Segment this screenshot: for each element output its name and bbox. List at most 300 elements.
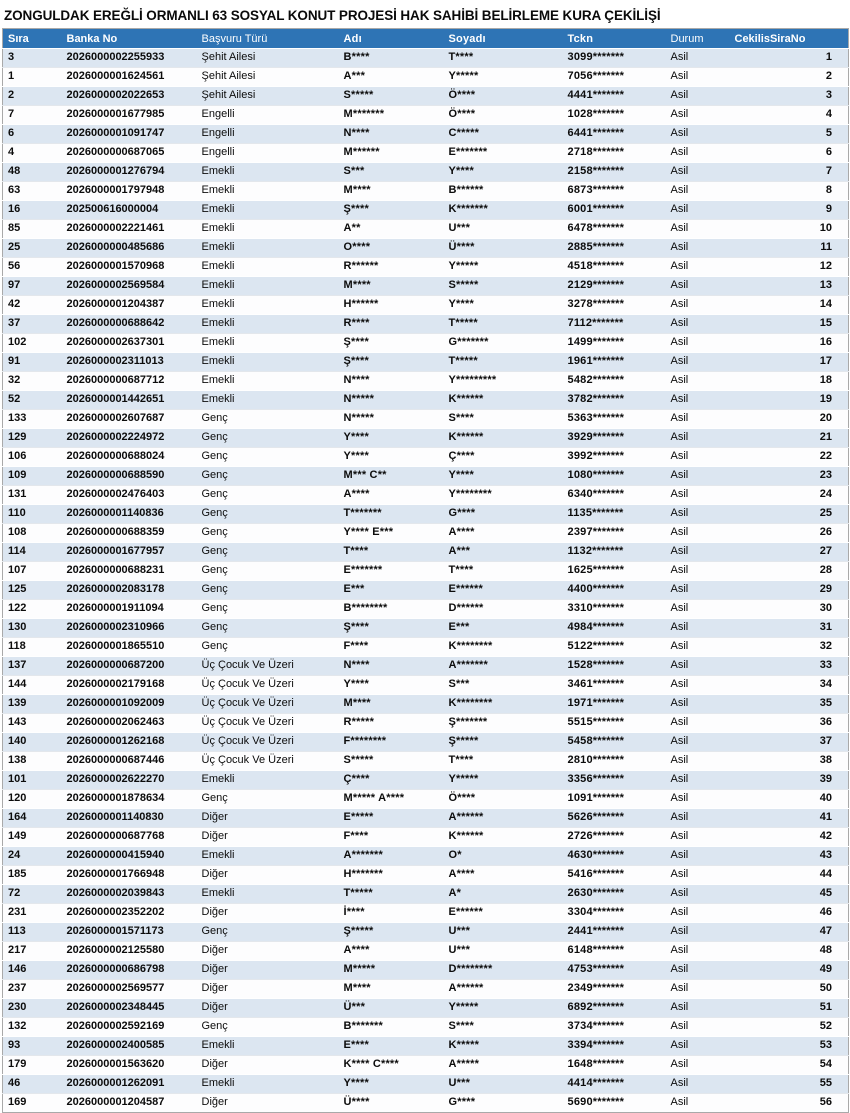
cell-cekilis-sira-no: 47: [729, 923, 849, 942]
cell-sira: 149: [3, 828, 57, 847]
cell-basvuru-turu: Üç Çocuk Ve Üzeri: [197, 733, 339, 752]
table-row: [3, 220, 849, 239]
cell-tckn: 1528*******: [563, 657, 666, 676]
cell-basvuru-turu: Genç: [197, 448, 339, 467]
cell-tckn: 6892*******: [563, 999, 666, 1018]
cell-basvuru-turu: Emekli: [197, 220, 339, 239]
cell-durum: Asil: [666, 676, 729, 695]
cell-basvuru-turu: Şehit Ailesi: [197, 68, 339, 87]
cell-basvuru-turu: Genç: [197, 923, 339, 942]
cell-basvuru-turu: Engelli: [197, 106, 339, 125]
cell-sira: 24: [3, 847, 57, 866]
cell-durum: Asil: [666, 790, 729, 809]
cell-basvuru-turu: Genç: [197, 429, 339, 448]
cell-tckn: 1080*******: [563, 467, 666, 486]
kura-results-table: [2, 28, 849, 1113]
cell-soyadi: A****: [444, 866, 563, 885]
cell-banka-no: 2026000002569577: [57, 980, 197, 999]
cell-sira: 37: [3, 315, 57, 334]
column-header-banka-no: Banka No: [57, 29, 197, 49]
cell-basvuru-turu: Diğer: [197, 942, 339, 961]
cell-basvuru-turu: Diğer: [197, 999, 339, 1018]
cell-banka-no: 2026000001204587: [57, 1094, 197, 1113]
cell-durum: Asil: [666, 1056, 729, 1075]
cell-basvuru-turu: Genç: [197, 543, 339, 562]
cell-banka-no: 2026000001092009: [57, 695, 197, 714]
cell-sira: 6: [3, 125, 57, 144]
cell-soyadi: Ç****: [444, 448, 563, 467]
cell-adi: M****: [339, 695, 444, 714]
table-row: [3, 353, 849, 372]
cell-tckn: 1499*******: [563, 334, 666, 353]
cell-basvuru-turu: Emekli: [197, 182, 339, 201]
cell-cekilis-sira-no: 28: [729, 562, 849, 581]
cell-banka-no: 2026000001677957: [57, 543, 197, 562]
cell-basvuru-turu: Emekli: [197, 1037, 339, 1056]
cell-tckn: 1961*******: [563, 353, 666, 372]
cell-banka-no: 2026000002125580: [57, 942, 197, 961]
cell-durum: Asil: [666, 581, 729, 600]
cell-tckn: 5515*******: [563, 714, 666, 733]
table-row: [3, 676, 849, 695]
cell-sira: 102: [3, 334, 57, 353]
cell-durum: Asil: [666, 866, 729, 885]
cell-tckn: 2397*******: [563, 524, 666, 543]
table-row: [3, 486, 849, 505]
cell-banka-no: 2026000001091747: [57, 125, 197, 144]
cell-banka-no: 2026000001865510: [57, 638, 197, 657]
table-row: [3, 1075, 849, 1094]
cell-banka-no: 2026000002224972: [57, 429, 197, 448]
cell-adi: N*****: [339, 391, 444, 410]
cell-cekilis-sira-no: 17: [729, 353, 849, 372]
cell-soyadi: G****: [444, 505, 563, 524]
cell-banka-no: 2026000001140830: [57, 809, 197, 828]
table-row: [3, 1056, 849, 1075]
cell-adi: M*******: [339, 106, 444, 125]
column-header-cekilis-sira-no: CekilisSiraNo: [729, 29, 849, 49]
cell-soyadi: E*******: [444, 144, 563, 163]
cell-durum: Asil: [666, 1075, 729, 1094]
cell-soyadi: K******: [444, 828, 563, 847]
cell-soyadi: Ö****: [444, 106, 563, 125]
cell-tckn: 7056*******: [563, 68, 666, 87]
cell-soyadi: T****: [444, 49, 563, 68]
table-row: [3, 182, 849, 201]
cell-tckn: 3394*******: [563, 1037, 666, 1056]
cell-durum: Asil: [666, 49, 729, 68]
table-row: [3, 885, 849, 904]
cell-sira: 93: [3, 1037, 57, 1056]
cell-cekilis-sira-no: 22: [729, 448, 849, 467]
table-row: [3, 961, 849, 980]
table-row: [3, 733, 849, 752]
cell-durum: Asil: [666, 429, 729, 448]
cell-sira: 143: [3, 714, 57, 733]
cell-basvuru-turu: Engelli: [197, 125, 339, 144]
cell-tckn: 4414*******: [563, 1075, 666, 1094]
cell-sira: 144: [3, 676, 57, 695]
cell-sira: 48: [3, 163, 57, 182]
cell-basvuru-turu: Genç: [197, 486, 339, 505]
cell-soyadi: K******: [444, 429, 563, 448]
cell-cekilis-sira-no: 31: [729, 619, 849, 638]
cell-adi: Y****: [339, 429, 444, 448]
cell-soyadi: T*****: [444, 353, 563, 372]
cell-adi: T*******: [339, 505, 444, 524]
cell-sira: 120: [3, 790, 57, 809]
cell-soyadi: Ş*****: [444, 733, 563, 752]
table-row: [3, 999, 849, 1018]
table-row: [3, 467, 849, 486]
table-row: [3, 600, 849, 619]
cell-cekilis-sira-no: 3: [729, 87, 849, 106]
cell-basvuru-turu: Genç: [197, 505, 339, 524]
cell-banka-no: 2026000002592169: [57, 1018, 197, 1037]
cell-adi: S*****: [339, 87, 444, 106]
cell-basvuru-turu: Üç Çocuk Ve Üzeri: [197, 714, 339, 733]
table-row: [3, 942, 849, 961]
cell-soyadi: A***: [444, 543, 563, 562]
cell-adi: Y**** E***: [339, 524, 444, 543]
cell-soyadi: U***: [444, 220, 563, 239]
cell-soyadi: A******: [444, 809, 563, 828]
cell-sira: 231: [3, 904, 57, 923]
cell-basvuru-turu: Emekli: [197, 885, 339, 904]
cell-soyadi: G****: [444, 1094, 563, 1113]
cell-adi: F****: [339, 638, 444, 657]
table-row: [3, 809, 849, 828]
column-header-adi: Adı: [339, 29, 444, 49]
cell-adi: A*******: [339, 847, 444, 866]
cell-banka-no: 2026000001571173: [57, 923, 197, 942]
table-row: [3, 543, 849, 562]
cell-banka-no: 2026000000485686: [57, 239, 197, 258]
cell-banka-no: 202500616000004: [57, 201, 197, 220]
cell-banka-no: 2026000002400585: [57, 1037, 197, 1056]
cell-durum: Asil: [666, 296, 729, 315]
table-row: [3, 144, 849, 163]
cell-soyadi: E******: [444, 581, 563, 600]
cell-adi: A****: [339, 942, 444, 961]
cell-sira: 146: [3, 961, 57, 980]
cell-basvuru-turu: Diğer: [197, 980, 339, 999]
table-row: [3, 790, 849, 809]
cell-soyadi: K********: [444, 638, 563, 657]
cell-sira: 107: [3, 562, 57, 581]
table-row: [3, 201, 849, 220]
cell-tckn: 1625*******: [563, 562, 666, 581]
cell-banka-no: 2026000000687065: [57, 144, 197, 163]
cell-durum: Asil: [666, 961, 729, 980]
column-header-tckn: Tckn: [563, 29, 666, 49]
cell-soyadi: S****: [444, 1018, 563, 1037]
cell-basvuru-turu: Emekli: [197, 258, 339, 277]
cell-soyadi: E******: [444, 904, 563, 923]
cell-sira: 237: [3, 980, 57, 999]
cell-adi: Ş****: [339, 201, 444, 220]
cell-durum: Asil: [666, 486, 729, 505]
cell-durum: Asil: [666, 106, 729, 125]
cell-adi: İ****: [339, 904, 444, 923]
cell-sira: 91: [3, 353, 57, 372]
cell-adi: Ü****: [339, 1094, 444, 1113]
cell-sira: 7: [3, 106, 57, 125]
cell-basvuru-turu: Genç: [197, 638, 339, 657]
table-row: [3, 87, 849, 106]
table-row: [3, 448, 849, 467]
cell-durum: Asil: [666, 600, 729, 619]
cell-cekilis-sira-no: 15: [729, 315, 849, 334]
cell-basvuru-turu: Diğer: [197, 809, 339, 828]
cell-adi: E***: [339, 581, 444, 600]
cell-cekilis-sira-no: 13: [729, 277, 849, 296]
cell-adi: Ü***: [339, 999, 444, 1018]
cell-adi: Ç****: [339, 771, 444, 790]
cell-tckn: 6441*******: [563, 125, 666, 144]
cell-tckn: 4753*******: [563, 961, 666, 980]
cell-banka-no: 2026000002311013: [57, 353, 197, 372]
cell-sira: 42: [3, 296, 57, 315]
cell-cekilis-sira-no: 42: [729, 828, 849, 847]
cell-basvuru-turu: Emekli: [197, 239, 339, 258]
table-row: [3, 771, 849, 790]
cell-adi: M*****: [339, 961, 444, 980]
cell-durum: Asil: [666, 372, 729, 391]
cell-basvuru-turu: Üç Çocuk Ve Üzeri: [197, 676, 339, 695]
cell-tckn: 3734*******: [563, 1018, 666, 1037]
cell-cekilis-sira-no: 56: [729, 1094, 849, 1113]
table-row: [3, 1037, 849, 1056]
cell-soyadi: B******: [444, 182, 563, 201]
cell-sira: 169: [3, 1094, 57, 1113]
cell-basvuru-turu: Emekli: [197, 391, 339, 410]
cell-soyadi: Y*****: [444, 771, 563, 790]
cell-tckn: 3278*******: [563, 296, 666, 315]
cell-banka-no: 2026000000415940: [57, 847, 197, 866]
cell-adi: M****: [339, 277, 444, 296]
cell-tckn: 2718*******: [563, 144, 666, 163]
cell-durum: Asil: [666, 410, 729, 429]
cell-durum: Asil: [666, 220, 729, 239]
cell-durum: Asil: [666, 562, 729, 581]
cell-tckn: 4518*******: [563, 258, 666, 277]
cell-banka-no: 2026000001677985: [57, 106, 197, 125]
cell-cekilis-sira-no: 8: [729, 182, 849, 201]
cell-banka-no: 2026000001276794: [57, 163, 197, 182]
cell-durum: Asil: [666, 334, 729, 353]
cell-tckn: 6873*******: [563, 182, 666, 201]
cell-basvuru-turu: Diğer: [197, 828, 339, 847]
cell-durum: Asil: [666, 942, 729, 961]
cell-tckn: 5458*******: [563, 733, 666, 752]
cell-durum: Asil: [666, 391, 729, 410]
cell-sira: 179: [3, 1056, 57, 1075]
cell-sira: 109: [3, 467, 57, 486]
cell-durum: Asil: [666, 258, 729, 277]
cell-durum: Asil: [666, 657, 729, 676]
cell-cekilis-sira-no: 37: [729, 733, 849, 752]
cell-tckn: 2726*******: [563, 828, 666, 847]
cell-cekilis-sira-no: 30: [729, 600, 849, 619]
cell-cekilis-sira-no: 23: [729, 467, 849, 486]
cell-tckn: 3782*******: [563, 391, 666, 410]
cell-adi: M****: [339, 980, 444, 999]
cell-cekilis-sira-no: 45: [729, 885, 849, 904]
cell-tckn: 3356*******: [563, 771, 666, 790]
cell-banka-no: 2026000001262091: [57, 1075, 197, 1094]
cell-durum: Asil: [666, 714, 729, 733]
table-row: [3, 106, 849, 125]
cell-sira: 1: [3, 68, 57, 87]
cell-adi: Ş****: [339, 619, 444, 638]
cell-basvuru-turu: Genç: [197, 600, 339, 619]
cell-banka-no: 2026000002022653: [57, 87, 197, 106]
cell-cekilis-sira-no: 40: [729, 790, 849, 809]
column-header-soyadi: Soyadı: [444, 29, 563, 49]
cell-basvuru-turu: Genç: [197, 467, 339, 486]
cell-banka-no: 2026000000686798: [57, 961, 197, 980]
cell-banka-no: 2026000001911094: [57, 600, 197, 619]
cell-soyadi: D********: [444, 961, 563, 980]
cell-sira: 217: [3, 942, 57, 961]
cell-soyadi: U***: [444, 1075, 563, 1094]
cell-soyadi: K*******: [444, 201, 563, 220]
table-row: [3, 68, 849, 87]
cell-banka-no: 2026000002179168: [57, 676, 197, 695]
cell-cekilis-sira-no: 29: [729, 581, 849, 600]
cell-sira: 97: [3, 277, 57, 296]
cell-tckn: 3310*******: [563, 600, 666, 619]
cell-adi: A***: [339, 68, 444, 87]
cell-soyadi: U***: [444, 923, 563, 942]
cell-soyadi: T****: [444, 562, 563, 581]
cell-cekilis-sira-no: 1: [729, 49, 849, 68]
cell-banka-no: 2026000001570968: [57, 258, 197, 277]
cell-tckn: 4400*******: [563, 581, 666, 600]
cell-basvuru-turu: Emekli: [197, 353, 339, 372]
cell-durum: Asil: [666, 1094, 729, 1113]
cell-adi: O****: [339, 239, 444, 258]
cell-sira: 2: [3, 87, 57, 106]
cell-cekilis-sira-no: 27: [729, 543, 849, 562]
cell-basvuru-turu: Emekli: [197, 201, 339, 220]
cell-basvuru-turu: Emekli: [197, 771, 339, 790]
cell-soyadi: A*******: [444, 657, 563, 676]
cell-sira: 130: [3, 619, 57, 638]
cell-durum: Asil: [666, 771, 729, 790]
cell-adi: A****: [339, 486, 444, 505]
cell-adi: R*****: [339, 714, 444, 733]
cell-adi: B****: [339, 49, 444, 68]
cell-adi: Y****: [339, 448, 444, 467]
cell-durum: Asil: [666, 809, 729, 828]
table-row: [3, 429, 849, 448]
cell-durum: Asil: [666, 923, 729, 942]
cell-tckn: 3099*******: [563, 49, 666, 68]
cell-durum: Asil: [666, 885, 729, 904]
cell-durum: Asil: [666, 752, 729, 771]
table-row: [3, 372, 849, 391]
table-row: [3, 505, 849, 524]
table-row: [3, 410, 849, 429]
cell-banka-no: 2026000002607687: [57, 410, 197, 429]
cell-tckn: 6340*******: [563, 486, 666, 505]
cell-adi: B*******: [339, 1018, 444, 1037]
cell-durum: Asil: [666, 144, 729, 163]
cell-soyadi: K********: [444, 695, 563, 714]
table-row: [3, 866, 849, 885]
cell-adi: N*****: [339, 410, 444, 429]
table-row: [3, 1018, 849, 1037]
cell-tckn: 2441*******: [563, 923, 666, 942]
cell-tckn: 5690*******: [563, 1094, 666, 1113]
cell-adi: Y****: [339, 1075, 444, 1094]
cell-sira: 164: [3, 809, 57, 828]
cell-basvuru-turu: Emekli: [197, 296, 339, 315]
cell-cekilis-sira-no: 54: [729, 1056, 849, 1075]
cell-tckn: 1132*******: [563, 543, 666, 562]
cell-adi: M******: [339, 144, 444, 163]
cell-soyadi: Y********: [444, 486, 563, 505]
cell-sira: 138: [3, 752, 57, 771]
cell-durum: Asil: [666, 315, 729, 334]
table-row: [3, 657, 849, 676]
cell-soyadi: Y****: [444, 296, 563, 315]
cell-tckn: 5363*******: [563, 410, 666, 429]
cell-sira: 110: [3, 505, 57, 524]
table-row: [3, 334, 849, 353]
cell-durum: Asil: [666, 638, 729, 657]
cell-banka-no: 2026000002348445: [57, 999, 197, 1018]
cell-sira: 16: [3, 201, 57, 220]
cell-durum: Asil: [666, 505, 729, 524]
table-row: [3, 847, 849, 866]
cell-basvuru-turu: Emekli: [197, 1075, 339, 1094]
cell-basvuru-turu: Genç: [197, 524, 339, 543]
cell-sira: 118: [3, 638, 57, 657]
cell-banka-no: 2026000001624561: [57, 68, 197, 87]
cell-cekilis-sira-no: 25: [729, 505, 849, 524]
cell-cekilis-sira-no: 26: [729, 524, 849, 543]
cell-adi: N****: [339, 657, 444, 676]
table-row: [3, 163, 849, 182]
cell-tckn: 2810*******: [563, 752, 666, 771]
cell-cekilis-sira-no: 16: [729, 334, 849, 353]
cell-sira: 63: [3, 182, 57, 201]
cell-adi: E*******: [339, 562, 444, 581]
table-row: [3, 904, 849, 923]
table-row: [3, 695, 849, 714]
cell-durum: Asil: [666, 524, 729, 543]
cell-basvuru-turu: Emekli: [197, 847, 339, 866]
cell-adi: E****: [339, 1037, 444, 1056]
cell-banka-no: 2026000000688590: [57, 467, 197, 486]
cell-soyadi: A****: [444, 524, 563, 543]
cell-cekilis-sira-no: 19: [729, 391, 849, 410]
cell-basvuru-turu: Genç: [197, 410, 339, 429]
cell-tckn: 1091*******: [563, 790, 666, 809]
cell-soyadi: C*****: [444, 125, 563, 144]
cell-soyadi: A*: [444, 885, 563, 904]
cell-durum: Asil: [666, 543, 729, 562]
cell-adi: T*****: [339, 885, 444, 904]
table-row: [3, 980, 849, 999]
page-title: ZONGULDAK EREĞLİ ORMANLI 63 SOSYAL KONUT PROJESİ HAK SAHİBİ BELİRLEME KURA ÇEKİLİŞİ: [4, 8, 661, 23]
cell-banka-no: 2026000001878634: [57, 790, 197, 809]
cell-banka-no: 2026000000687446: [57, 752, 197, 771]
cell-banka-no: 2026000002476403: [57, 486, 197, 505]
